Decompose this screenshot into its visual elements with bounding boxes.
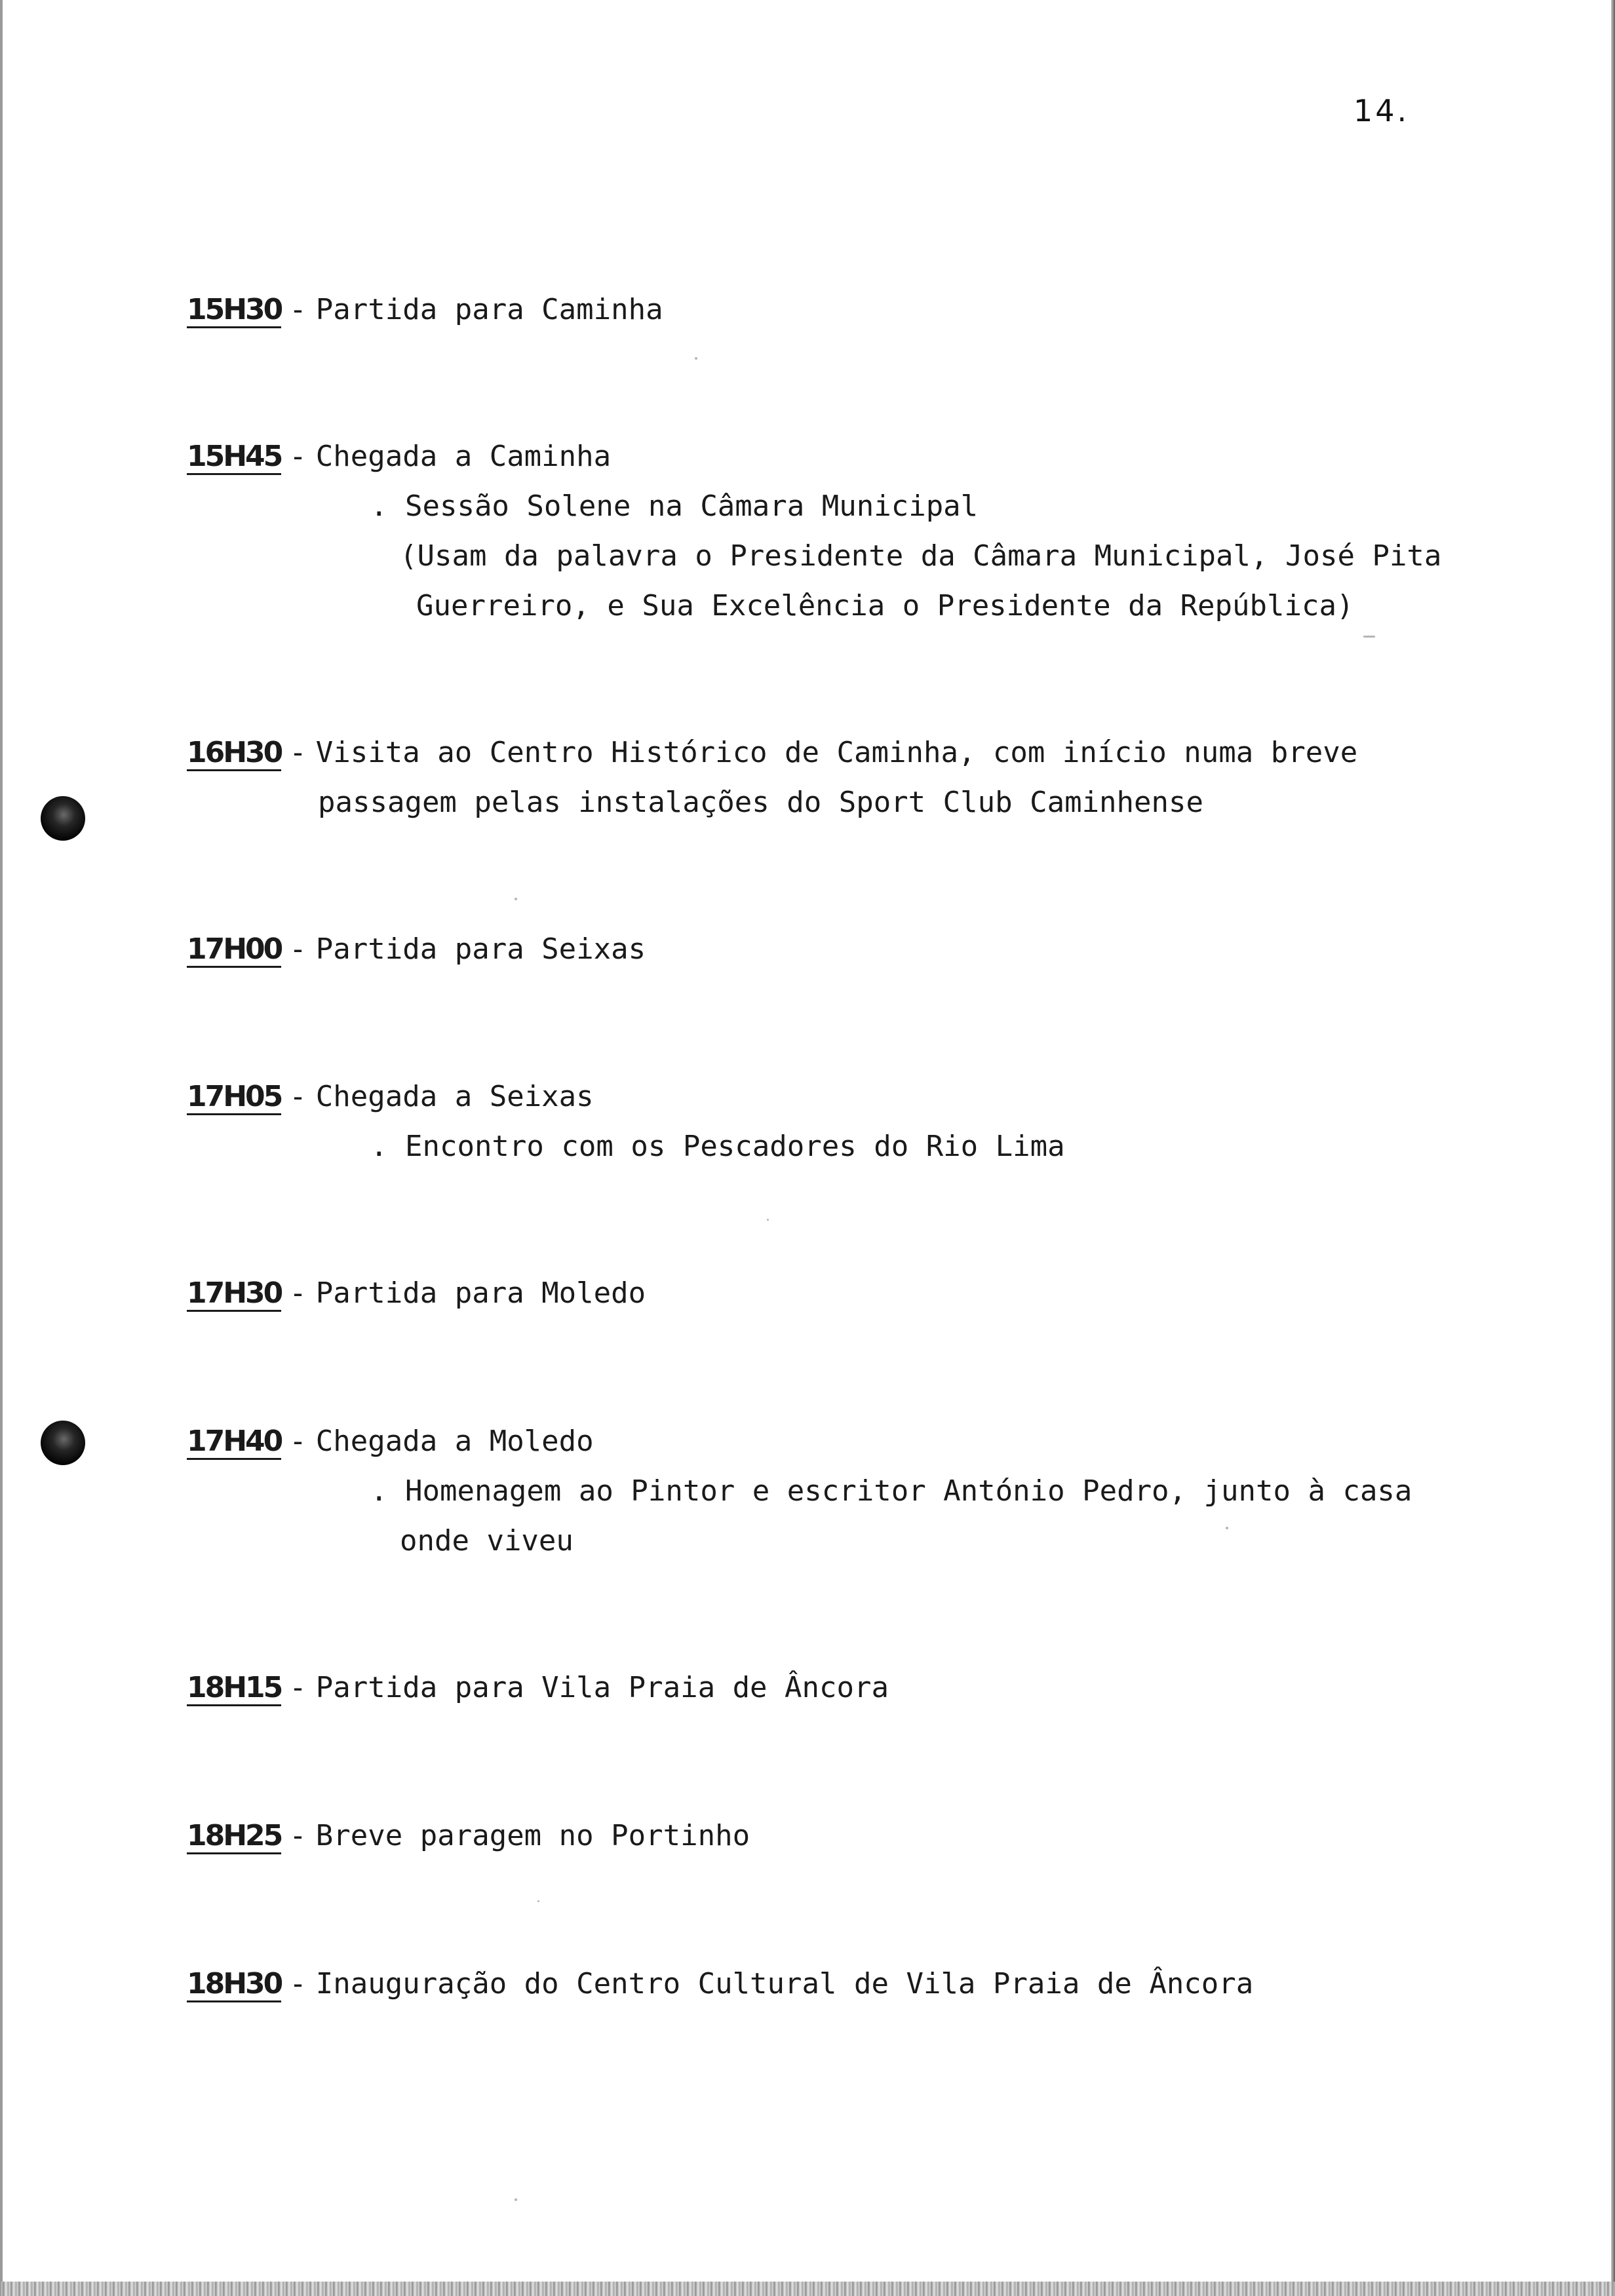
entry-detail: passagem pelas instalações do Sport Club Caminhense: [318, 786, 1204, 819]
entry-dash: -: [289, 736, 307, 769]
punch-hole-icon: [41, 1421, 85, 1465]
entry-detail: (Usam da palavra o Presidente da Câmara Municipal, José Pita: [400, 539, 1442, 573]
schedule-entry: [187, 285, 663, 335]
entry-time: 15H30: [187, 295, 281, 328]
scan-speck: [695, 357, 697, 360]
schedule-entry: [187, 925, 646, 974]
entry-detail: Guerreiro, e Sua Excelência o Presidente da República): [416, 589, 1354, 622]
entry-detail: onde viveu: [400, 1524, 574, 1558]
schedule-entry: [187, 1811, 750, 1861]
entry-time: 18H15: [187, 1673, 281, 1706]
entry-text: Partida para Seixas: [315, 932, 646, 966]
entry-text: Chegada a Seixas: [315, 1080, 594, 1113]
scan-speck: [515, 898, 517, 900]
entry-text: Chegada a Caminha: [315, 440, 612, 473]
schedule-entry: [187, 1269, 646, 1318]
entry-dash: -: [289, 293, 307, 326]
entry-time: 17H30: [187, 1278, 281, 1312]
entry-dash: -: [289, 932, 307, 966]
entry-time: 15H45: [187, 442, 281, 475]
entry-dash: -: [289, 1080, 307, 1113]
scan-left-edge: [0, 0, 3, 2296]
entry-time: 17H40: [187, 1426, 281, 1460]
scan-speck: [515, 2198, 517, 2201]
entry-text: Chegada a Moledo: [315, 1425, 594, 1458]
entry-text: Partida para Moledo: [315, 1276, 646, 1310]
scan-speck: [537, 1900, 539, 1902]
schedule-entry: [187, 1072, 1065, 1172]
entry-dash: -: [289, 1967, 307, 2000]
scan-speck: [1226, 1527, 1228, 1529]
scan-speck: [1363, 636, 1375, 638]
scan-bottom-edge: [0, 2282, 1615, 2296]
page-number: 14.: [1353, 93, 1410, 128]
schedule-entry: [187, 728, 1357, 828]
schedule-entry: [187, 1959, 1253, 2009]
entry-detail: . Encontro com os Pescadores do Rio Lima: [370, 1130, 1065, 1163]
entry-dash: -: [289, 1671, 307, 1704]
entry-time: 17H00: [187, 934, 281, 968]
entry-detail: . Sessão Solene na Câmara Municipal: [370, 489, 979, 523]
entry-time: 18H30: [187, 1969, 281, 2002]
entry-time: 16H30: [187, 738, 281, 771]
schedule-entry: [187, 1417, 1412, 1566]
entry-time: 18H25: [187, 1821, 281, 1854]
entry-text: Partida para Caminha: [315, 293, 663, 326]
entry-text: Partida para Vila Praia de Âncora: [315, 1671, 889, 1704]
entry-text: Breve paragem no Portinho: [315, 1819, 750, 1852]
scan-right-edge: [1611, 0, 1615, 2296]
schedule-entry: [187, 432, 1441, 631]
punch-hole-icon: [41, 796, 85, 841]
entry-detail: . Homenagem ao Pintor e escritor António Pedro, junto à casa: [370, 1474, 1412, 1508]
entry-time: 17H05: [187, 1082, 281, 1115]
entry-dash: -: [289, 440, 307, 473]
entry-dash: -: [289, 1819, 307, 1852]
entry-dash: -: [289, 1425, 307, 1458]
entry-text: Visita ao Centro Histórico de Caminha, com início numa breve: [315, 736, 1358, 769]
entry-text: Inauguração do Centro Cultural de Vila Praia de Âncora: [315, 1967, 1254, 2000]
schedule-entry: [187, 1663, 889, 1713]
scan-speck: [767, 1219, 769, 1221]
entry-dash: -: [289, 1276, 307, 1310]
